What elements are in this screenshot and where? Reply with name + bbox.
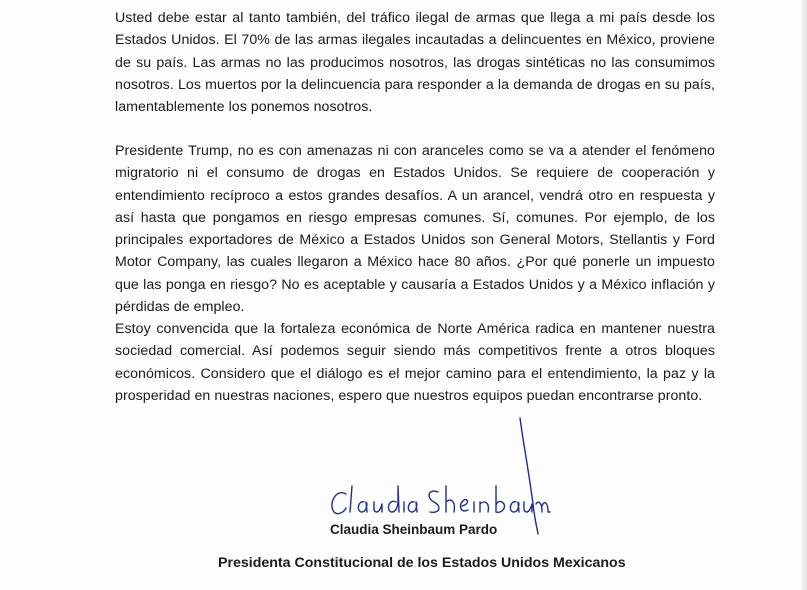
letter-paragraph-1: Usted debe estar al tanto también, del tráfico ilegal de armas que llega a mi país desde los Estados Unidos. El 70% de las armas ilegales incautadas a delincuentes en México, proviene de su país. Las armas no las producimos nosotros, las drogas sintéticas no las consumimos nosotros. Los muertos por la delincuencia para responder a la demanda de drogas en su país, lamentablemente los ponemos nosotros.: [115, 10, 715, 116]
handwritten-signature: [320, 408, 560, 538]
page-edge-shadow: [801, 0, 807, 590]
letter-paragraph-2: Presidente Trump, no es con amenazas ni con aranceles como se va a atender el fenómeno migratorio ni el consumo de drogas en Estados Unidos. Se requiere de cooperación y entendimiento recíproco a estos grandes desafíos. A un arancel, vendrá otro en respuesta y así hasta que pongamos en riesgo empresas comunes. Sí, comunes. Por ejemplo, de los principales exportadores de México a Estados Unidos son General Motors, Stellantis y Ford Motor Company, las cuales llegaron a México hace 80 años. ¿Por qué ponerle un impuesto que las ponga en riesgo? No es aceptable y causaría a Estados Unidos y a México inflación y pérdidas de empleo.: [115, 143, 715, 316]
signer-name: Claudia Sheinbaum Pardo: [330, 522, 498, 537]
letter-paragraph-3: Estoy convencida que la fortaleza económica de Norte América radica en mantener nuestra sociedad comercial. Así podemos seguir siendo más competitivos frente a otros bloques económicos. Considero que el diálogo es el mejor camino para el entendimiento, la paz y la prosperidad en nuestras naciones, espero que nuestros equipos puedan encontrarse pronto.: [115, 321, 715, 404]
signer-title: Presidenta Constitucional de los Estados Unidos Mexicanos: [218, 555, 626, 571]
